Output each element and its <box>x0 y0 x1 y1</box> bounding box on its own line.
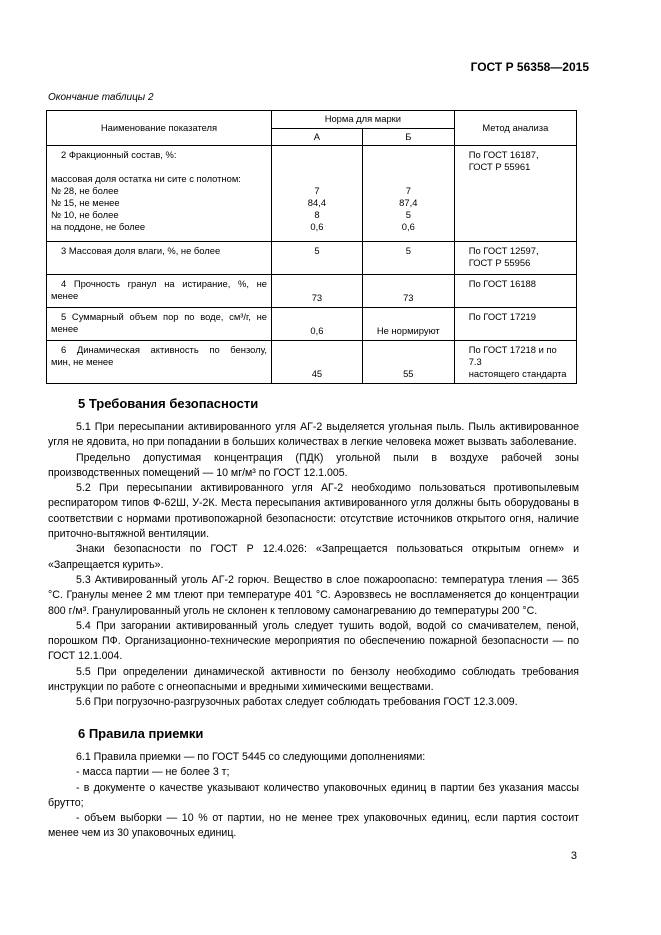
cell-line: 0,6 <box>310 325 324 336</box>
table-row <box>47 146 577 242</box>
cell-line: 84,4 <box>307 197 327 208</box>
cell-line <box>367 161 450 173</box>
cell-method <box>454 308 576 341</box>
cell-b <box>362 146 454 242</box>
table-body <box>47 146 577 384</box>
cell-line: массовая доля остатка ни сите с полотном: <box>51 173 241 184</box>
cell-line: настоящего стандарта <box>468 368 567 379</box>
cell-a <box>271 146 362 242</box>
paragraph: - объем выборки — 10 % от партии, но не менее трех упаковочных единиц, если партия состоит менее чем из 30 упаковочных единиц. <box>48 812 579 840</box>
cell-line <box>367 149 450 161</box>
cell-line: 5 <box>405 209 411 220</box>
cell-line: менее <box>51 290 79 301</box>
cell-a <box>271 275 362 308</box>
paragraph: 5.3 Активированный уголь АГ-2 горюч. Вещество в слое пожароопасно: температура тления — 365 °С. Гранулы менее 2 мм тлеют при температуре 401 °С. Аэровзвесь не воспламеняется до концентрации 800 г/м³. Гранулированный уголь не склонен к тепловому самонагреванию до температуры 200 °С. <box>48 573 579 617</box>
cell-method <box>454 146 576 242</box>
table-row <box>47 275 577 308</box>
cell-method <box>454 242 576 275</box>
section-6-title: 6 Правила приемки <box>78 726 204 741</box>
paragraph: 5.1 При пересыпании активированного угля АГ-2 выделяется угольная пыль. Пыль активированное угля не ядовита, но при попадании в больших количествах в легкие человека может вызвать заболевание. <box>48 421 579 449</box>
cell-line <box>51 161 267 173</box>
cell-method <box>454 341 576 384</box>
cell-line: 7 <box>405 185 411 196</box>
cell-line: 4 Прочность гранул на истирание, %, не <box>61 278 267 289</box>
paragraph: 5.6 При погрузочно-разгрузочных работах следует соблюдать требования ГОСТ 12.3.009. <box>76 696 518 709</box>
table-row <box>47 341 577 384</box>
cell-line: 3 Массовая доля влаги, %, не более <box>61 245 221 256</box>
cell-line: 87,4 <box>399 197 418 208</box>
cell-line: 5 Суммарный объем пор по воде, см³/г, не <box>61 311 267 322</box>
cell-line: № 10, не более <box>51 209 119 220</box>
cell-b <box>362 275 454 308</box>
cell-line: Не нормируют <box>376 325 440 336</box>
cell-line: 45 <box>311 368 323 379</box>
cell-b <box>362 242 454 275</box>
cell-line: ГОСТ Р 55956 <box>468 257 531 268</box>
cell-name <box>47 146 272 242</box>
cell-b <box>362 341 454 384</box>
cell-line: По ГОСТ 17218 и по 7.3 <box>468 344 557 367</box>
section-5-title: 5 Требования безопасности <box>78 396 259 411</box>
header-grade-b: Б <box>362 129 454 146</box>
cell-name <box>47 275 272 308</box>
cell-line: 0,6 <box>401 221 415 232</box>
cell-line: По ГОСТ 17219 <box>468 311 536 322</box>
cell-line: ГОСТ Р 55961 <box>468 161 531 172</box>
cell-line: По ГОСТ 16187, <box>468 149 539 160</box>
cell-line: № 28, не более <box>51 185 119 196</box>
cell-line: на поддоне, не более <box>51 221 146 232</box>
cell-line: 73 <box>311 292 323 303</box>
cell-line: 7 <box>314 185 320 196</box>
properties-table <box>46 110 577 384</box>
section-5-body <box>48 420 579 711</box>
cell-line: № 15, не менее <box>51 197 120 208</box>
cell-b <box>362 308 454 341</box>
paragraph: - в документе о качестве указывают количество упаковочных единиц в партии без указания массы брутто; <box>48 781 579 809</box>
cell-line: 55 <box>403 368 414 379</box>
cell-a <box>271 242 362 275</box>
paragraph: 5.2 При пересыпании активированного угля АГ-2 необходимо пользоваться противопылевым респиратором типов Ф-62Ш, У-2К. Места пересыпания активированного угля должны быть оборудованы в соответствии с нормами противопожарной безопасности: отсутствие источников открытого огня, наличие приточно-вытяжной вентиляции. <box>48 482 579 541</box>
cell-line: 8 <box>314 209 320 220</box>
section-6-body <box>48 750 579 842</box>
page-number: 3 <box>570 850 577 862</box>
cell-name <box>47 341 272 384</box>
table-row <box>47 242 577 275</box>
paragraph: 6.1 Правила приемки — по ГОСТ 5445 со следующими дополнениями: <box>76 751 426 763</box>
cell-a <box>271 341 362 384</box>
cell-line: 6 Динамическая активность по бензолу, <box>61 344 267 355</box>
header-norm: Норма для марки <box>271 111 454 129</box>
cell-line: По ГОСТ 16188 <box>468 278 536 289</box>
cell-line: 73 <box>403 292 414 303</box>
paragraph: 5.5 При определении динамической активности по бензолу необходимо соблюдать требования инструкции по работе с огнеопасными и вредными химическими веществами. <box>48 665 579 694</box>
cell-line: 0,6 <box>310 221 324 232</box>
cell-line <box>367 173 450 185</box>
header-method: Метод анализа <box>454 111 576 146</box>
document-code: ГОСТ Р 56358—2015 <box>470 60 589 74</box>
cell-method <box>454 275 576 308</box>
paragraph: Предельно допустимая концентрация (ПДК) угольной пыли в воздухе рабочей зоны производственных помещений — 10 мг/м³ по ГОСТ 12.1.005. <box>48 451 579 479</box>
cell-line: По ГОСТ 12597, <box>468 245 539 256</box>
cell-line: 5 <box>405 245 411 256</box>
cell-line <box>276 161 358 173</box>
cell-line: 2 Фракционный состав, %: <box>61 149 177 160</box>
cell-line: 5 <box>314 245 320 256</box>
table-caption: Окончание таблицы 2 <box>48 92 154 103</box>
cell-line <box>276 149 358 161</box>
cell-line <box>276 173 358 185</box>
cell-name <box>47 242 272 275</box>
cell-line: мин, не менее <box>51 356 114 367</box>
paragraph: Знаки безопасности по ГОСТ Р 12.4.026: «Запрещается пользоваться открытым огнем» и «Запрещается курить». <box>48 543 579 571</box>
paragraph: - масса партии — не более 3 т; <box>76 766 230 779</box>
paragraph: 5.4 При загорании активированный уголь следует тушить водой, водой со смачивателем, пеной, порошком ПФ. Организационно-технические мероприятия по обеспечению пожарной безопасности — по ГОСТ 12.1.004. <box>48 619 579 663</box>
header-grade-a: А <box>271 129 362 146</box>
table-row <box>47 308 577 341</box>
cell-a <box>271 308 362 341</box>
header-name: Наименование показателя <box>47 111 272 146</box>
cell-name <box>47 308 272 341</box>
cell-line: менее <box>51 323 79 334</box>
